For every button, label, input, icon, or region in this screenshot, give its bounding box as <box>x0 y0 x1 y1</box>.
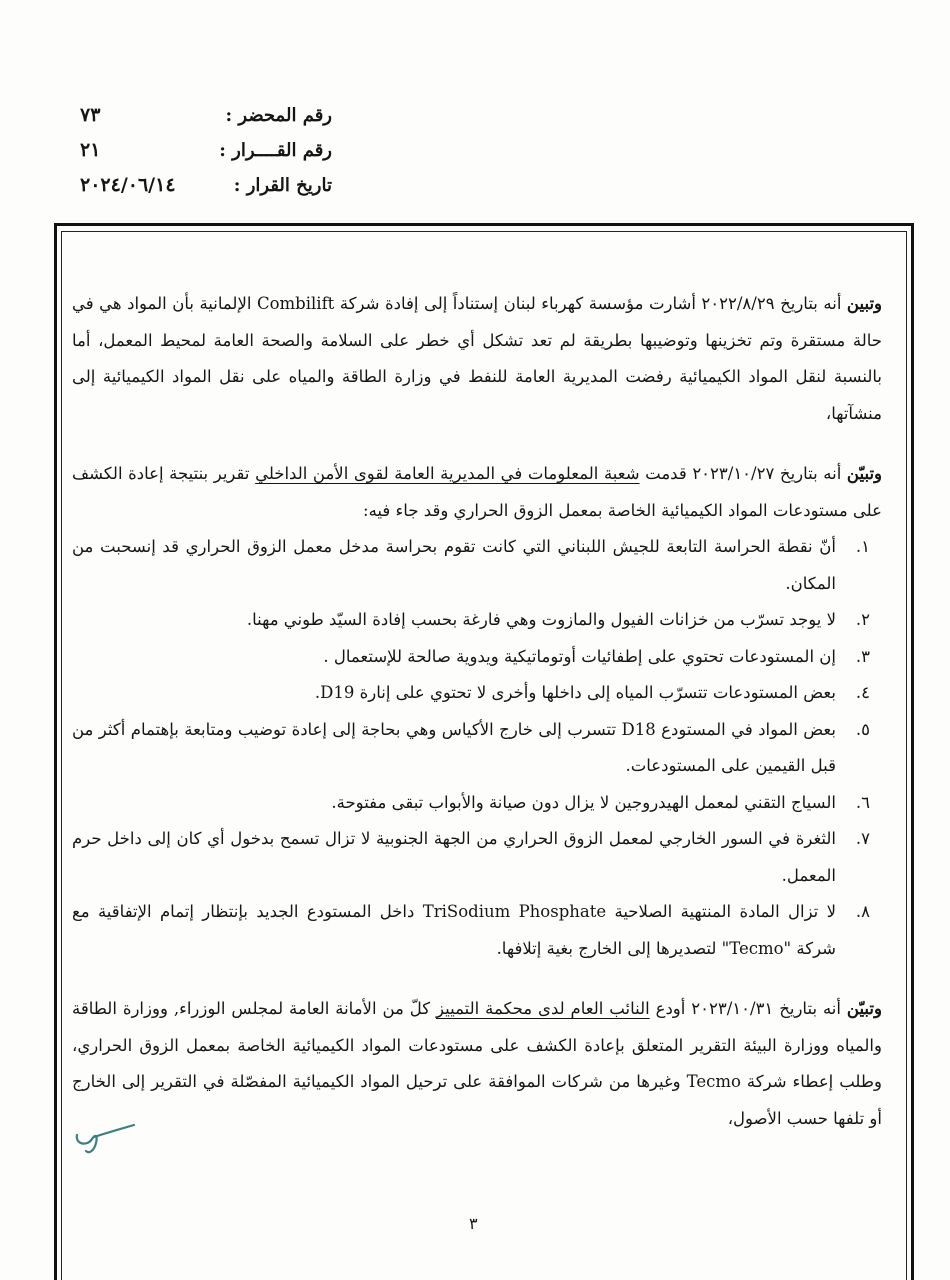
list-item-text: لا يوجد تسرّب من خزانات الفيول والمازوت وهي فارغة بحسب إفادة السيّد طوني مهنا. <box>246 610 836 629</box>
paragraph-3-text-b: كلّ من الأمانة العامة لمجلس الوزراء, ووزارة الطاقة والمياه ووزارة البيئة التقرير المتعلق بإعادة الكشف على مستودعات المواد الكيميائية الخاصة بمعمل الزوق الحراري، وطلب إعطاء شركة Tecmo وغيرها من شركات الموافقة على ترحيل المواد الكيميائية المفصّلة في التقرير إلى الخارج أو تلفها حسب الأصول، <box>72 999 882 1128</box>
list-item-number: ٨. <box>855 902 870 921</box>
paragraph-3 <box>72 991 882 1137</box>
paragraph-2-lead: وتبيّن <box>846 464 883 483</box>
list-item-text: أنّ نقطة الحراسة التابعة للجيش اللبناني التي كانت تقوم بحراسة مدخل معمل الزوق الحراري قد إنسحبت من المكان. <box>72 537 836 593</box>
decision-date-value: ٢٠٢٤/٠٦/١٤ <box>80 174 176 196</box>
paragraph-3-text-a: أنه بتاريخ ٢٠٢٣/١٠/٣١ أودع <box>649 999 847 1018</box>
list-item-number: ٥. <box>855 719 870 739</box>
document-body <box>72 286 882 1137</box>
decision-date-label: تاريخ القرار : <box>233 175 332 196</box>
list-item-number: ٣. <box>855 646 870 666</box>
signature-initials <box>74 1116 136 1156</box>
list-item-number: ٧. <box>855 829 870 848</box>
decision-number-row <box>80 139 332 174</box>
page-number: ٣ <box>469 1214 478 1233</box>
paragraph-3-underlined: النائب العام لدى محكمة التمييز <box>436 999 650 1018</box>
list-item <box>72 529 870 602</box>
list-item-text: بعض المستودعات تتسرّب المياه إلى داخلها وأخرى لا تحتوي على إنارة D19. <box>314 683 836 702</box>
decision-number-value: ٢١ <box>80 139 101 161</box>
paragraph-2 <box>72 456 882 529</box>
paragraph-1-lead: وتبين <box>846 294 883 313</box>
decision-number-label: رقم القــــرار : <box>219 140 332 161</box>
list-item <box>72 785 870 822</box>
list-item-number: ٦. <box>855 792 870 812</box>
paragraph-3-lead: وتبيّن <box>846 999 882 1018</box>
list-item-text: بعض المواد في المستودع D18 تتسرب إلى خارج الأكياس وهي بحاجة إلى إعادة توضيب ومتابعة بإهتمام أكثر من قبل القيمين على المستودعات. <box>72 719 836 775</box>
list-item <box>72 712 870 785</box>
paragraph-2-text-a: أنه بتاريخ ٢٠٢٣/١٠/٢٧ قدمت <box>639 464 847 483</box>
list-item <box>72 894 870 967</box>
list-item <box>72 639 870 676</box>
decision-header <box>80 104 332 209</box>
list-item <box>72 602 870 639</box>
list-item-number: ٤. <box>855 683 870 702</box>
list-item-number: ٢. <box>855 610 870 629</box>
list-item-text: الثغرة في السور الخارجي لمعمل الزوق الحراري من الجهة الجنوبية لا تزال تسمح بدخول أي كان إلى داخل حرم المعمل. <box>72 829 836 885</box>
record-number-value: ٧٣ <box>80 104 101 126</box>
record-number-label: رقم المحضر : <box>225 105 332 126</box>
paragraph-2-text-b: تقرير بنتيجة إعادة الكشف على مستودعات المواد الكيميائية الخاصة بمعمل الزوق الحراري وقد جاء فيه: <box>72 464 882 520</box>
paragraph-1-text: أنه بتاريخ ٢٠٢٢/٨/٢٩ أشارت مؤسسة كهرباء لبنان إستناداً إلى إفادة شركة Combilift الإلمانية بأن المواد هي في حالة مستقرة وتم تخزينها وتوضيبها بطريقة لم تعد تشكل أي خطر على السلامة والصحة العامة لمحيط المعمل، أما بالنسبة لنقل المواد الكيميائية رفضت المديرية العامة للنفط في وزارة الطاقة والمياه على نقل المواد الكيميائية إلى منشآتها، <box>72 294 882 423</box>
record-number-row <box>80 104 332 139</box>
decision-date-row <box>80 174 332 209</box>
paragraph-2-underlined: شعبة المعلومات في المديرية العامة لقوى الأمن الداخلي <box>255 464 640 483</box>
report-items-list <box>72 529 882 967</box>
list-item-text: السياج التقني لمعمل الهيدروجين لا يزال دون صيانة والأبواب تبقى مفتوحة. <box>331 792 836 812</box>
list-item <box>72 675 870 712</box>
list-item <box>72 821 870 894</box>
list-item-number: ١. <box>855 537 870 556</box>
list-item-text: إن المستودعات تحتوي على إطفائيات أوتوماتيكية ويدوية صالحة للإستعمال . <box>323 646 836 666</box>
list-item-text: لا تزال المادة المنتهية الصلاحية TriSodium Phosphate داخل المستودع الجديد بإنتظار إتمام الإتفاقية مع شركة "Tecmo" لتصديرها إلى الخارج بغية إتلافها. <box>72 902 837 958</box>
paragraph-1 <box>72 286 882 432</box>
